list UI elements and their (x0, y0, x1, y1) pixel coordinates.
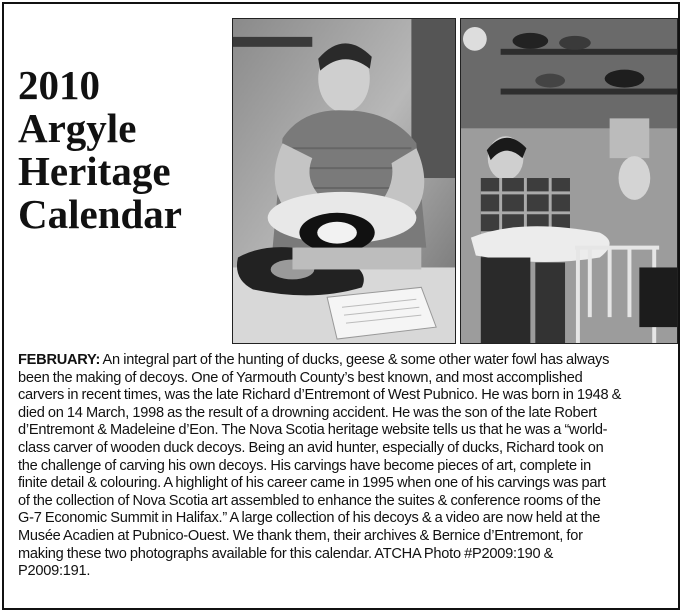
calendar-title (18, 64, 218, 236)
february-caption (18, 352, 678, 581)
title-line-calendar: Calendar (18, 191, 182, 237)
caption-line-2: been the making of decoys. One of Yarmouth County’s best known, and most accomplished (18, 369, 583, 386)
caption-line-5: d’Entremont & Madeleine d’Eon. The Nova Scotia heritage website tells us that he was a “world- (18, 422, 608, 439)
caption-line-10: G-7 Economic Summit in Halifax.” A large collection of his decoys & a video are now held at the (18, 510, 601, 527)
calendar-page (2, 2, 680, 610)
caption-line-1-text: An integral part of the hunting of ducks, geese & some other water fowl has always (100, 352, 610, 368)
photo-carver-at-table (232, 18, 456, 344)
caption-line-4: died on 14 March, 1998 as the result of a drowning accident. He was the son of the late Robert (18, 404, 597, 421)
caption-month-lead: FEBRUARY: (18, 352, 101, 368)
title-line-year: 2010 (18, 62, 100, 108)
caption-line-1 (18, 352, 678, 370)
photo-carver-in-workshop (460, 18, 678, 344)
caption-line-8: finite detail & colouring. A highlight of his career came in 1995 when one of his carvings was part (18, 475, 606, 492)
caption-line-9: of the collection of Nova Scotia art assembled to enhance the suites & conference rooms of the (18, 492, 601, 509)
caption-line-11: Musée Acadien at Pubnico-Ouest. We thank them, their archives & Bernice d’Entremont, for (18, 527, 583, 544)
caption-line-7: the challenge of carving his own decoys. His carvings have become pieces of art, complete in (18, 457, 592, 474)
caption-line-13: P2009:191. (18, 563, 91, 580)
caption-line-6: class carver of wooden duck decoys. Being an avid hunter, especially of ducks, Richard took on (18, 439, 604, 456)
caption-line-3: carvers in recent times, was the late Richard d’Entremont of West Pubnico. He was born in 1948 & (18, 387, 622, 404)
title-line-heritage: Heritage (18, 148, 171, 194)
title-line-place: Argyle (18, 105, 137, 151)
caption-line-12: making these two photographs available for this calendar. ATCHA Photo #P2009:190 & (18, 545, 554, 562)
